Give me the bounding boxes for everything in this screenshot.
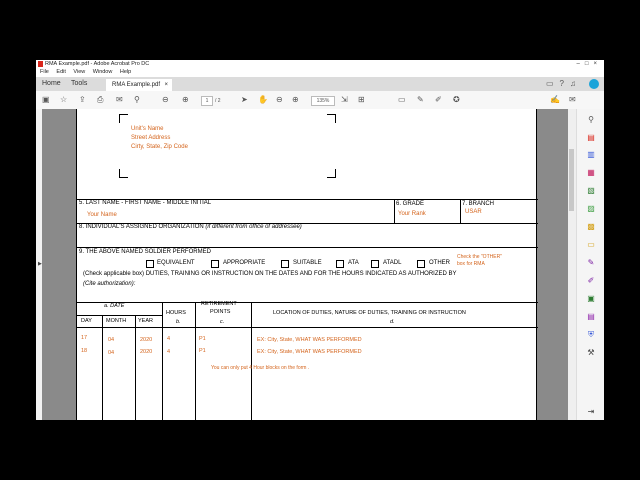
edit-pdf-icon[interactable]: ▦ xyxy=(587,168,595,177)
points-header-2: POINTS xyxy=(210,309,231,315)
select-tool-icon[interactable]: ➤ xyxy=(241,95,248,104)
fill-sign-icon[interactable]: ✍ xyxy=(550,95,560,104)
prev-page-icon[interactable]: ⊖ xyxy=(162,95,169,104)
row-1-month[interactable]: 04 xyxy=(108,337,115,343)
divider xyxy=(195,302,196,420)
field-6-value[interactable]: Your Rank xyxy=(398,211,426,217)
address-corner-tl xyxy=(119,114,128,123)
year-header: YEAR xyxy=(138,318,153,324)
checkbox-equivalent[interactable] xyxy=(146,260,154,268)
row-1-description[interactable]: EX: City, State, WHAT WAS PERFORMED xyxy=(257,337,362,343)
hours-note: You can only put 4 Hour blocks on the form . xyxy=(211,365,310,371)
location-sub: d. xyxy=(390,319,395,325)
instruction-line-1: (Check applicable box) DUTIES, TRAINING OR INSTRUCTION ON THE DATES AND FOR THE HOURS INDICATED AS AUTHORIZED BY xyxy=(83,271,457,277)
option-suitable: SUITABLE xyxy=(293,260,322,266)
checkbox-suitable[interactable] xyxy=(281,260,289,268)
date-header: a. DATE xyxy=(104,303,125,309)
acrobat-window xyxy=(36,60,604,420)
close-tab-icon[interactable]: × xyxy=(164,82,168,88)
menu-window[interactable]: Window xyxy=(92,69,113,75)
row-2-points[interactable]: P1 xyxy=(199,348,206,354)
points-sub: c. xyxy=(220,319,225,325)
upload-icon[interactable]: ⇪ xyxy=(79,95,86,104)
stamp-icon[interactable]: ✪ xyxy=(453,95,460,104)
month-header: MONTH xyxy=(106,318,127,324)
sticky-note-icon[interactable]: ▭ xyxy=(398,95,406,104)
help-icon[interactable]: ? xyxy=(559,79,570,88)
row-1-day[interactable]: 17 xyxy=(81,335,88,341)
address-corner-tr xyxy=(327,114,336,123)
tab-bar xyxy=(36,77,604,91)
page-number-input[interactable]: 1 xyxy=(201,96,213,106)
more-tools-icon[interactable]: ⚒ xyxy=(587,348,595,357)
table-header-border xyxy=(77,327,538,328)
checkbox-atadl[interactable] xyxy=(371,260,379,268)
tab-home[interactable]: Home xyxy=(42,80,61,87)
field-7-value[interactable]: USAR xyxy=(465,209,482,215)
menu-edit[interactable]: Edit xyxy=(56,69,66,75)
zoom-out-icon[interactable]: ⊖ xyxy=(276,95,283,104)
divider xyxy=(460,199,461,223)
row-1-hours[interactable]: 4 xyxy=(167,336,171,342)
next-page-icon[interactable]: ⊕ xyxy=(182,95,189,104)
fit-page-icon[interactable]: ⊞ xyxy=(358,95,365,104)
address-line-2: Street Address xyxy=(131,135,171,141)
day-header: DAY xyxy=(81,318,92,324)
menu-view[interactable]: View xyxy=(73,69,86,75)
pen-icon[interactable]: ✎ xyxy=(417,95,424,104)
location-header: LOCATION OF DUTIES, NATURE OF DUTIES, TRAINING OR INSTRUCTION xyxy=(273,310,466,316)
page-total: / 2 xyxy=(215,98,221,104)
field-6-label: 6. GRADE xyxy=(396,201,425,207)
row-2-hours[interactable]: 4 xyxy=(167,349,171,355)
other-hint-2: box for RMA xyxy=(457,261,485,267)
tools-pane xyxy=(576,109,604,420)
row-2-year[interactable]: 2020 xyxy=(140,349,153,355)
share-icon[interactable]: ✉ xyxy=(569,95,576,104)
address-corner-bl xyxy=(119,169,128,178)
other-hint-1: Check the "OTHER" xyxy=(457,254,502,260)
prepare-form-icon[interactable]: ▤ xyxy=(587,312,595,321)
address-line-3: Cirty, State, Zip Code xyxy=(131,144,188,150)
field-5-value[interactable]: Your Name xyxy=(87,212,117,218)
avatar[interactable] xyxy=(589,79,599,89)
email-icon[interactable]: ✉ xyxy=(116,95,123,104)
field-5-label: 5. LAST NAME - FIRST NAME - MIDDLE INITIAL xyxy=(79,200,212,206)
window-controls[interactable]: –□× xyxy=(576,61,602,67)
print-icon[interactable]: ⎙ xyxy=(97,95,104,104)
table-top-border xyxy=(77,302,538,303)
hand-tool-icon[interactable]: ✋ xyxy=(258,95,268,104)
send-sign-icon[interactable]: ✐ xyxy=(587,276,595,285)
bookmark-icon[interactable]: ☆ xyxy=(60,95,68,104)
divider xyxy=(394,199,395,223)
row-2-description[interactable]: EX: City, State, WHAT WAS PERFORMED xyxy=(257,349,362,355)
sticky-comment-icon[interactable]: ▭ xyxy=(587,240,595,249)
zoom-level-select[interactable]: 135% xyxy=(311,96,335,106)
marquee-zoom-icon[interactable]: ⇲ xyxy=(341,95,348,104)
save-icon[interactable]: ▣ xyxy=(42,95,50,104)
divider xyxy=(162,302,163,420)
expand-arrow-icon[interactable]: ▶ xyxy=(38,261,42,267)
combine-files-icon[interactable]: ▥ xyxy=(587,150,595,159)
menu-help[interactable]: Help xyxy=(119,69,132,75)
option-other: OTHER xyxy=(429,260,450,266)
highlight-icon[interactable]: ✐ xyxy=(435,95,442,104)
vertical-scrollbar[interactable] xyxy=(568,109,576,420)
toolbar xyxy=(36,91,604,110)
option-appropriate: APPROPRIATE xyxy=(223,260,266,266)
checkbox-other[interactable] xyxy=(417,260,425,268)
row-2-month[interactable]: 04 xyxy=(108,350,115,356)
address-corner-br xyxy=(327,169,336,178)
header-icons xyxy=(546,79,582,88)
scrollbar-thumb[interactable] xyxy=(569,149,574,211)
address-line-1: Unit's Name xyxy=(131,126,164,132)
checkbox-appropriate[interactable] xyxy=(211,260,219,268)
pdf-page xyxy=(76,109,537,420)
document-area xyxy=(42,109,568,420)
checkbox-ata[interactable] xyxy=(336,260,344,268)
tab-document[interactable] xyxy=(106,79,172,91)
row-1-points[interactable]: P1 xyxy=(199,336,206,342)
instruction-line-2: (Cite authorization): xyxy=(83,281,136,287)
points-header-1: RETIREMENT xyxy=(201,301,237,307)
export-pdf-icon[interactable]: ▧ xyxy=(587,186,595,195)
search-icon[interactable]: ⚲ xyxy=(134,95,140,104)
bell-icon[interactable]: ♫ xyxy=(570,79,582,88)
create-pdf-icon[interactable]: ▤ xyxy=(587,133,595,142)
field-9-label: 9. THE ABOVE NAMED SOLDIER PERFORMED xyxy=(79,249,211,255)
option-atadl: ATADL xyxy=(383,260,402,266)
hours-sub: b. xyxy=(176,319,181,325)
window-title: RMA Example.pdf - Adobe Acrobat Pro DC xyxy=(45,61,150,67)
hours-header: HOURS xyxy=(166,310,186,316)
divider xyxy=(77,315,162,316)
comment-icon[interactable]: ▭ xyxy=(545,79,560,88)
option-ata: ATA xyxy=(348,260,359,266)
zoom-search-icon[interactable]: ⚲ xyxy=(588,115,594,124)
divider xyxy=(135,315,136,420)
acrobat-icon xyxy=(38,61,43,67)
scan-icon[interactable]: ▣ xyxy=(587,294,595,303)
organize-pages-icon[interactable]: ▨ xyxy=(587,204,595,213)
tab-tools[interactable]: Tools xyxy=(71,80,88,87)
divider xyxy=(102,315,103,420)
field-8-label: 8. INDIVIDUAL'S ASSIGNED ORGANIZATION (if different from office of addressee) xyxy=(79,224,302,230)
menu-bar xyxy=(36,68,604,77)
option-equivalent: EQUIVALENT xyxy=(157,260,195,266)
divider xyxy=(251,302,252,420)
field-7-label: 7. BRANCH xyxy=(462,201,495,207)
zoom-in-icon[interactable]: ⊕ xyxy=(292,95,299,104)
document-tab-label: RMA Example.pdf xyxy=(112,82,161,88)
comment-tool-icon[interactable]: ▩ xyxy=(587,222,595,231)
menu-file[interactable]: File xyxy=(40,69,49,75)
title-bar xyxy=(36,60,604,68)
collapse-pane-icon[interactable]: ⇥ xyxy=(587,407,595,416)
row-1-year[interactable]: 2020 xyxy=(140,337,153,343)
fill-sign-tool-icon[interactable]: ✎ xyxy=(587,258,595,267)
row-2-day[interactable]: 18 xyxy=(81,348,88,354)
protect-icon[interactable]: ⛨ xyxy=(588,330,594,339)
divider xyxy=(77,247,538,248)
